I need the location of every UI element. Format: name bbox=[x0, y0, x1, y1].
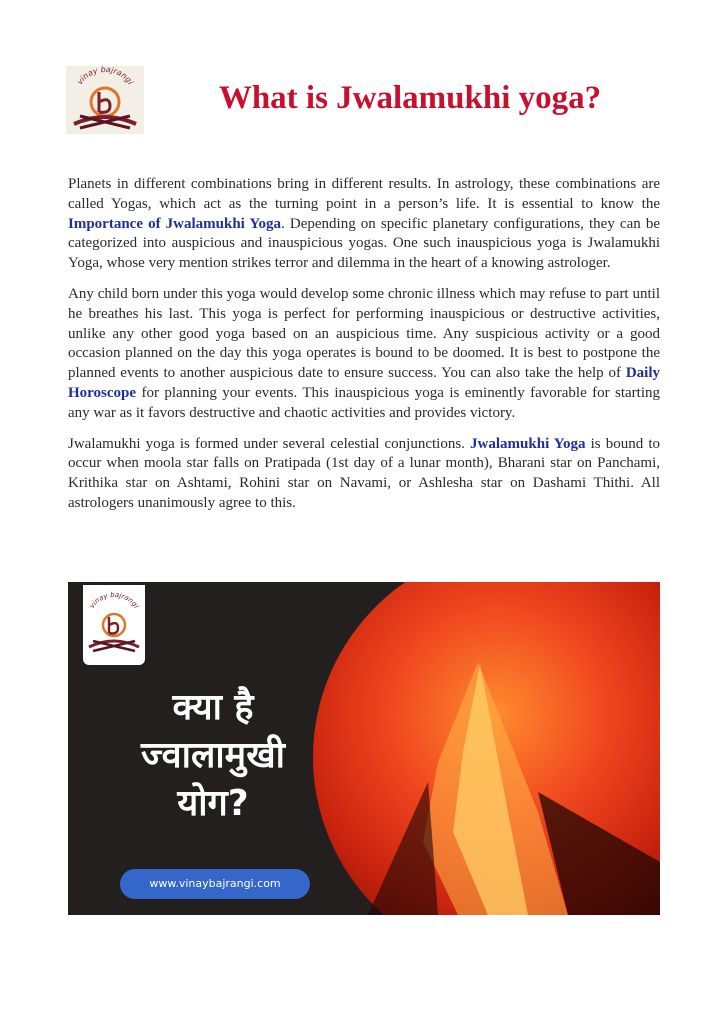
paragraph-text: . Depending on specific planetary configurations, they can be categorized into auspicious and inauspicious yogas. One such inauspicious yoga is Jwalamukhi Yoga, whose very mention strikes terror and dilemma in the heart of a knowing astrologer. bbox=[68, 215, 660, 272]
jwalamukhi-yoga-link[interactable]: Jwalamukhi Yoga bbox=[470, 435, 586, 452]
paragraph-intro bbox=[68, 175, 660, 274]
paragraph-text: is bound to occur when moola star falls on Pratipada (1st day of a lunar month), Bharani star on Panchami, Krithika star on Ashtami, Rohini star on Navami, or Ashlesha star on Dashami Thithi. All astrologers unanimously agree to this. bbox=[68, 435, 660, 511]
paragraph-text: Jwalamukhi yoga is formed under several celestial conjunctions. bbox=[68, 435, 471, 452]
paragraph-effects bbox=[68, 285, 660, 424]
brand-logo[interactable] bbox=[66, 66, 144, 134]
svg-text:vinay bajrangi bbox=[88, 591, 140, 610]
paragraph-text: Any child born under this yoga would develop some chronic illness which may refuse to part until he breathes his last. This yoga is perfect for performing inauspicious or destructive activities, unlike any other good yoga based on an auspicious time. Any suspicious activity or a good occasion planned on the day this yoga operates is bound to be doomed. It is best to postpone the planned events to another auspicious date to ensure success. You can also take the help of bbox=[68, 285, 660, 382]
volcano-graphic bbox=[368, 582, 660, 915]
article-banner-image bbox=[68, 582, 660, 915]
brand-logo-text: vinay bajrangi bbox=[75, 66, 135, 87]
banner-logo-text: vinay bajrangi bbox=[87, 590, 141, 610]
banner-hindi-title: क्या है ज्वालामुखी योग? bbox=[141, 687, 285, 824]
paragraph-formation bbox=[68, 435, 660, 514]
banner-logo bbox=[83, 585, 145, 665]
page-title: What is Jwalamukhi yoga? bbox=[218, 80, 602, 116]
daily-horoscope-link[interactable]: Daily Horoscope bbox=[68, 365, 660, 401]
importance-link[interactable]: Importance of Jwalamukhi Yoga bbox=[68, 215, 282, 232]
article-body bbox=[68, 175, 660, 525]
paragraph-text: Planets in different combinations bring in different results. In astrology, these combinations are called Yogas, which act as the turning point in a person’s life. It is essential to know the bbox=[68, 176, 660, 212]
website-url-pill: www.vinaybajrangi.com bbox=[120, 869, 310, 899]
paragraph-text: for planning your events. This inauspicious yoga is eminently favorable for starting any war as it favors destructive and chaotic activities and provides victory. bbox=[68, 384, 660, 421]
